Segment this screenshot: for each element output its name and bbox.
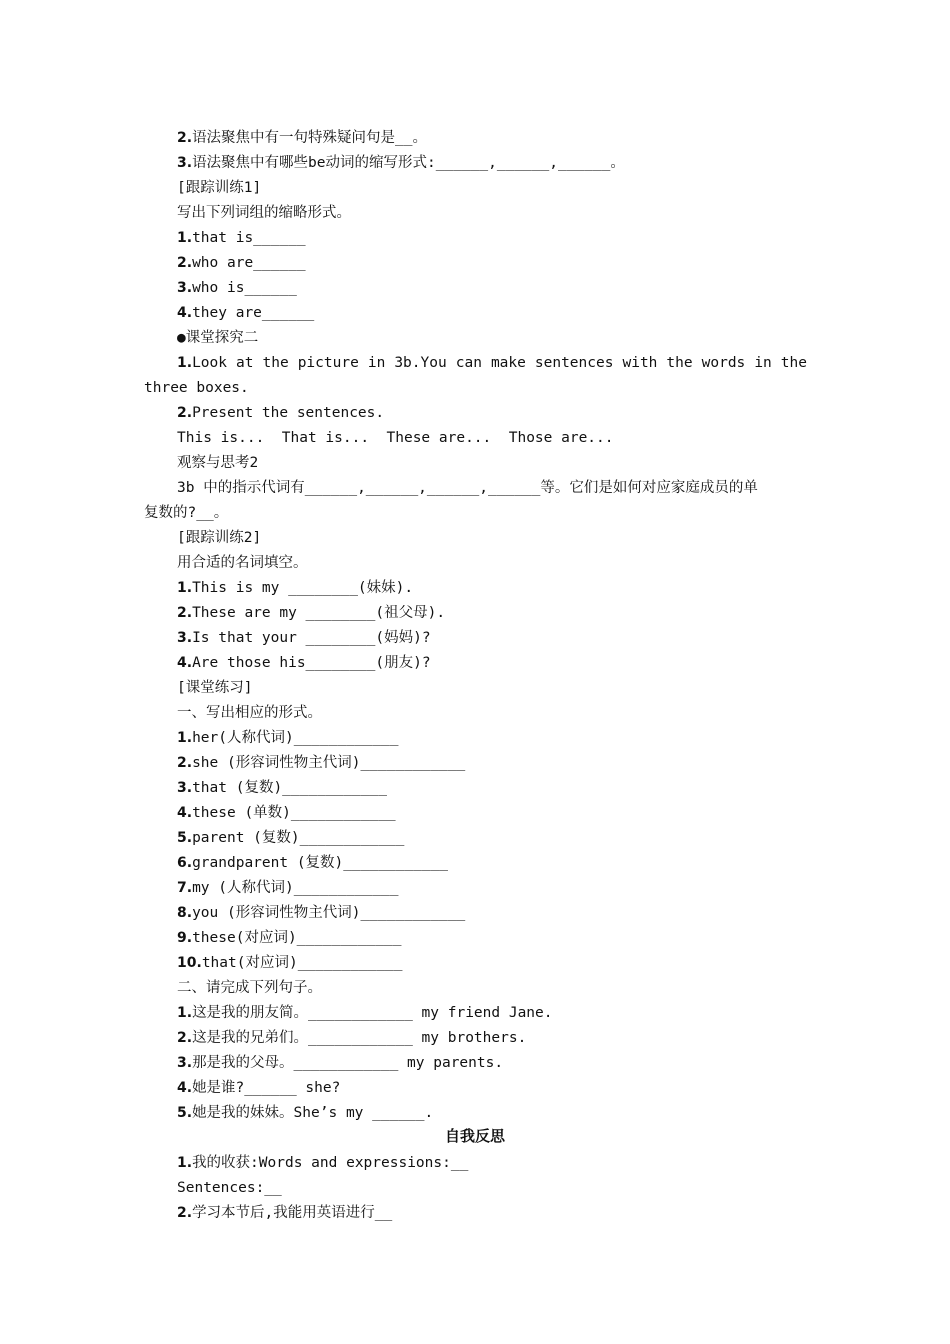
question-line: 3.语法聚焦中有哪些be动词的缩写形式:______,______,______。 (177, 155, 625, 171)
exercise-item: 2.who are______ (177, 255, 306, 271)
reflection-item: Sentences:__ (177, 1180, 282, 1196)
exercise-item: 2.These are my ________(祖父母). (177, 605, 446, 621)
instruction: 用合适的名词填空。 (177, 555, 308, 571)
task-line: 2.Present the sentences. (177, 405, 385, 421)
exercise-item: 1.这是我的朋友简。____________ my friend Jane. (177, 1005, 553, 1021)
reflection-heading: 自我反思 (444, 1127, 505, 1145)
question-line: 2.语法聚焦中有一句特殊疑问句是__。 (177, 130, 428, 146)
section-heading: ●课堂探究二 (177, 330, 259, 346)
exercise-item: 4.她是谁?______ she? (177, 1080, 341, 1096)
exercise-item: 9.these(对应词)____________ (177, 930, 402, 946)
section-label: [跟踪训练2] (177, 530, 262, 546)
instruction: 写出下列词组的缩略形式。 (177, 205, 351, 221)
exercise-item: 1.that is______ (177, 230, 306, 246)
exercise-item: 2.这是我的兄弟们。____________ my brothers. (177, 1030, 527, 1046)
exercise-item: 1.her(人称代词)____________ (177, 730, 399, 746)
exercise-item: 3.那是我的父母。____________ my parents. (177, 1055, 504, 1071)
exercise-item: 5.她是我的妹妹。She’s my ______. (177, 1105, 434, 1121)
task-line: 1.Look at the picture in 3b.You can make sentences with the words in the (177, 355, 807, 371)
reflection-item: 2.学习本节后,我能用英语进行__ (177, 1205, 393, 1221)
task-line-continued: three boxes. (144, 380, 249, 396)
instruction: 一、写出相应的形式。 (177, 705, 322, 721)
exercise-item: 3.Is that your ________(妈妈)? (177, 630, 431, 646)
question-line: 3b 中的指示代词有______,______,______,______等。它们是如何对应家庭成员的单 (177, 480, 758, 496)
exercise-item: 4.Are those his________(朋友)? (177, 655, 431, 671)
instruction: 二、请完成下列句子。 (177, 980, 322, 996)
exercise-item: 3.that (复数)____________ (177, 780, 387, 796)
reflection-item: 1.我的收获:Words and expressions:__ (177, 1155, 469, 1171)
exercise-item: 5.parent (复数)____________ (177, 830, 405, 846)
section-label: 观察与思考2 (177, 455, 259, 471)
exercise-item: 4.these (单数)____________ (177, 805, 396, 821)
question-line-continued: 复数的?__。 (144, 505, 229, 521)
exercise-item: 8.you (形容词性物主代词)____________ (177, 905, 466, 921)
exercise-item: 2.she (形容词性物主代词)____________ (177, 755, 466, 771)
exercise-item: 6.grandparent (复数)____________ (177, 855, 449, 871)
exercise-item: 3.who is______ (177, 280, 297, 296)
exercise-item: 4.they are______ (177, 305, 315, 321)
section-label: [跟踪训练1] (177, 180, 262, 196)
sentence-patterns: This is... That is... These are... Those are... (177, 430, 614, 446)
exercise-item: 1.This is my ________(妹妹). (177, 580, 414, 596)
section-label: [课堂练习] (177, 680, 253, 696)
exercise-item: 10.that(对应词)____________ (177, 955, 403, 971)
exercise-item: 7.my (人称代词)____________ (177, 880, 399, 896)
